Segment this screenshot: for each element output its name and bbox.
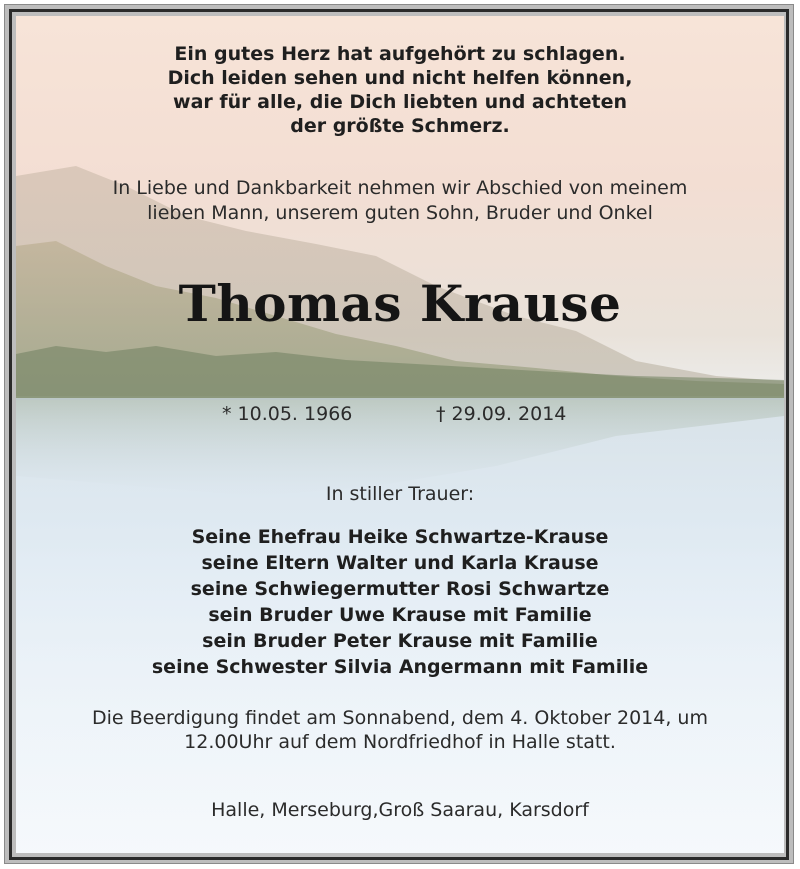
places-line: Halle, Merseburg,Groß Saarau, Karsdorf [211,799,589,821]
mourner-line: seine Eltern Walter und Karla Krause [201,552,599,574]
death-date: † 29.09. 2014 [436,403,567,425]
mourner-line: sein Bruder Peter Krause mit Familie [202,630,598,652]
verse-line: Ein gutes Herz hat aufgehört zu schlagen. [174,43,626,65]
verse-line: der größte Schmerz. [290,115,510,137]
mourning-label: In stiller Trauer: [325,483,475,505]
funeral-line: 12.00Uhr auf dem Nordfriedhof in Halle statt. [184,731,616,753]
farewell-line: In Liebe und Dankbarkeit nehmen wir Abschied von meinem [112,177,688,199]
mourners-list [16,524,784,680]
verse-line: war für alle, die Dich liebten und achteten [173,91,627,113]
mourner-line: Seine Ehefrau Heike Schwartze-Krause [191,526,609,548]
mourner-line: sein Bruder Uwe Krause mit Familie [208,604,592,626]
obituary-card [16,16,784,853]
birth-date: * 10.05. 1966 [222,403,353,425]
funeral-line: Die Beerdigung findet am Sonnabend, dem 4. Oktober 2014, um [92,707,708,729]
mourner-line: seine Schwiegermutter Rosi Schwartze [190,578,610,600]
verse-block [16,42,784,138]
verse-line: Dich leiden sehen und nicht helfen können, [167,67,633,89]
deceased-name: Thomas Krause [178,274,622,333]
funeral-notice [16,706,784,754]
farewell-line: lieben Mann, unserem guten Sohn, Bruder und Onkel [147,202,653,224]
mourner-line: seine Schwester Silvia Angermann mit Familie [151,656,649,678]
farewell-block [16,176,784,226]
